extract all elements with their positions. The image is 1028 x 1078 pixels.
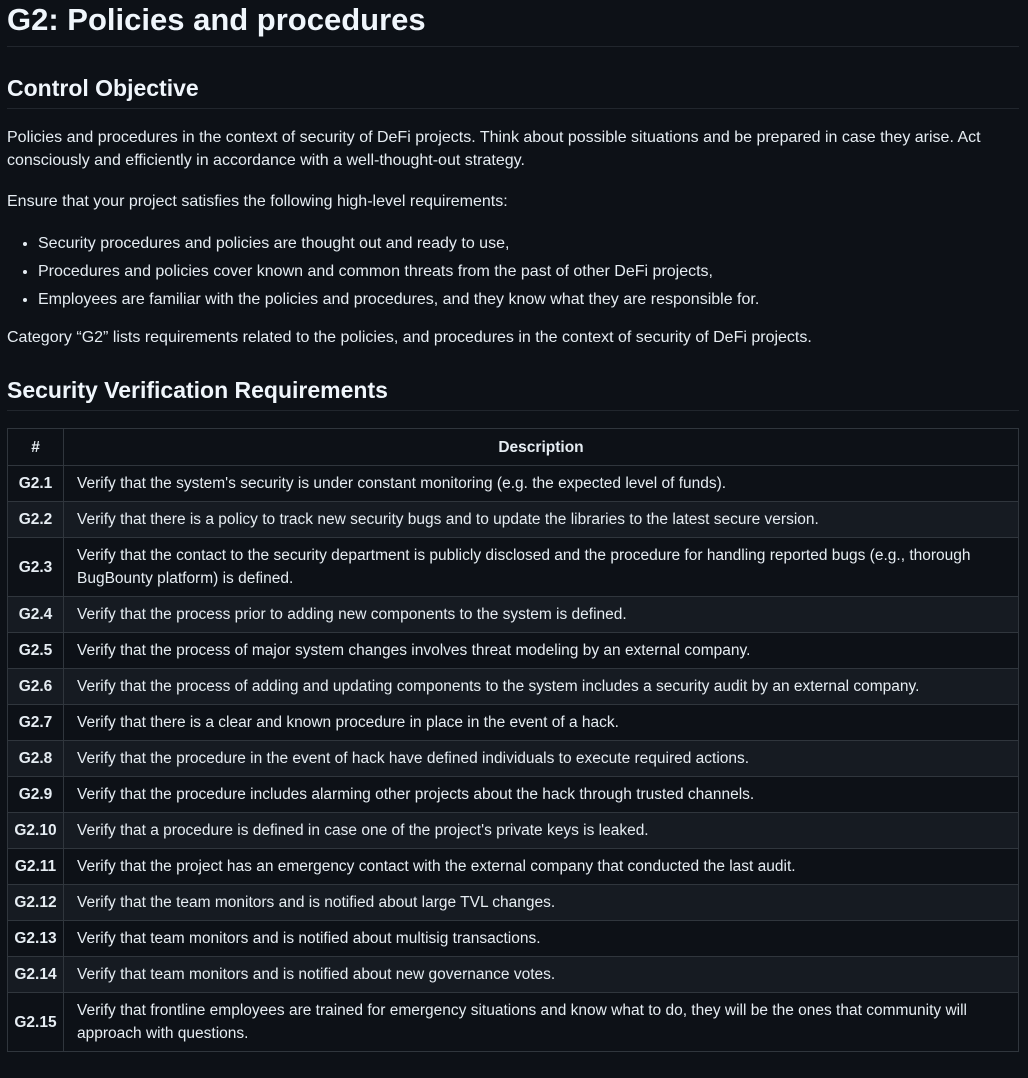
requirement-id: G2.1 bbox=[8, 466, 64, 502]
control-objective-intro: Policies and procedures in the context of security of DeFi projects. Think about possible situations and be prepared in case they arise. Act consciously and efficiently in accordance with a well-thought-out strategy. bbox=[7, 129, 981, 169]
table-row bbox=[8, 993, 1019, 1052]
table-row bbox=[8, 502, 1019, 538]
requirement-id: G2.3 bbox=[8, 538, 64, 597]
requirement-id: G2.10 bbox=[8, 813, 64, 849]
requirement-description: Verify that the process prior to adding new components to the system is defined. bbox=[64, 597, 1019, 633]
page-title: G2: Policies and procedures bbox=[7, 2, 426, 37]
requirement-id: G2.8 bbox=[8, 741, 64, 777]
verification-divider bbox=[7, 410, 1019, 411]
table-row bbox=[8, 538, 1019, 597]
table-header-row bbox=[8, 429, 1019, 466]
requirement-id: G2.9 bbox=[8, 777, 64, 813]
high-level-requirements-list bbox=[7, 230, 759, 314]
requirement-description: Verify that team monitors and is notified about new governance votes. bbox=[64, 957, 1019, 993]
table-row bbox=[8, 777, 1019, 813]
list-item: • Procedures and policies cover known and common threats from the past of other DeFi projects, bbox=[38, 258, 759, 286]
table-row bbox=[8, 741, 1019, 777]
requirement-description: Verify that the process of major system changes involves threat modeling by an external company. bbox=[64, 633, 1019, 669]
requirement-id: G2.15 bbox=[8, 993, 64, 1052]
requirement-description: Verify that the process of adding and updating components to the system includes a security audit by an external company. bbox=[64, 669, 1019, 705]
requirement-id: G2.6 bbox=[8, 669, 64, 705]
requirement-id: G2.14 bbox=[8, 957, 64, 993]
requirements-lead: Ensure that your project satisfies the following high-level requirements: bbox=[7, 193, 508, 210]
control-objective-divider bbox=[7, 108, 1019, 109]
requirement-id: G2.2 bbox=[8, 502, 64, 538]
requirement-id: G2.4 bbox=[8, 597, 64, 633]
requirement-id: G2.13 bbox=[8, 921, 64, 957]
table-row bbox=[8, 813, 1019, 849]
title-divider bbox=[7, 46, 1019, 47]
table-row bbox=[8, 669, 1019, 705]
table-row bbox=[8, 466, 1019, 502]
requirement-description: Verify that frontline employees are trained for emergency situations and know what to do, they will be the ones that community will approach with questions. bbox=[64, 993, 1019, 1052]
requirement-id: G2.7 bbox=[8, 705, 64, 741]
table-row bbox=[8, 705, 1019, 741]
requirement-id: G2.12 bbox=[8, 885, 64, 921]
column-header-id: # bbox=[8, 429, 64, 466]
table-row bbox=[8, 885, 1019, 921]
requirement-description: Verify that a procedure is defined in case one of the project's private keys is leaked. bbox=[64, 813, 1019, 849]
table-row bbox=[8, 633, 1019, 669]
requirement-id: G2.11 bbox=[8, 849, 64, 885]
table-row bbox=[8, 921, 1019, 957]
requirement-id: G2.5 bbox=[8, 633, 64, 669]
list-item: • Security procedures and policies are thought out and ready to use, bbox=[38, 230, 759, 258]
requirement-description: Verify that there is a clear and known procedure in place in the event of a hack. bbox=[64, 705, 1019, 741]
list-item: • Employees are familiar with the policies and procedures, and they know what they are responsible for. bbox=[38, 286, 759, 314]
table-row bbox=[8, 597, 1019, 633]
requirement-description: Verify that the team monitors and is notified about large TVL changes. bbox=[64, 885, 1019, 921]
control-objective-heading: Control Objective bbox=[7, 75, 199, 101]
requirement-description: Verify that the system's security is under constant monitoring (e.g. the expected level of funds). bbox=[64, 466, 1019, 502]
table-row bbox=[8, 849, 1019, 885]
requirement-description: Verify that team monitors and is notified about multisig transactions. bbox=[64, 921, 1019, 957]
requirement-description: Verify that the procedure includes alarming other projects about the hack through trusted channels. bbox=[64, 777, 1019, 813]
requirement-description: Verify that the procedure in the event of hack have defined individuals to execute required actions. bbox=[64, 741, 1019, 777]
requirements-table bbox=[7, 428, 1019, 1052]
requirement-description: Verify that the project has an emergency contact with the external company that conducted the last audit. bbox=[64, 849, 1019, 885]
verification-heading: Security Verification Requirements bbox=[7, 377, 388, 403]
table-row bbox=[8, 957, 1019, 993]
requirement-description: Verify that the contact to the security department is publicly disclosed and the procedure for handling reported bugs (e.g., thorough BugBounty platform) is defined. bbox=[64, 538, 1019, 597]
requirement-description: Verify that there is a policy to track new security bugs and to update the libraries to the latest secure version. bbox=[64, 502, 1019, 538]
category-description: Category “G2” lists requirements related to the policies, and procedures in the context of security of DeFi projects. bbox=[7, 329, 812, 346]
column-header-description: Description bbox=[64, 429, 1019, 466]
